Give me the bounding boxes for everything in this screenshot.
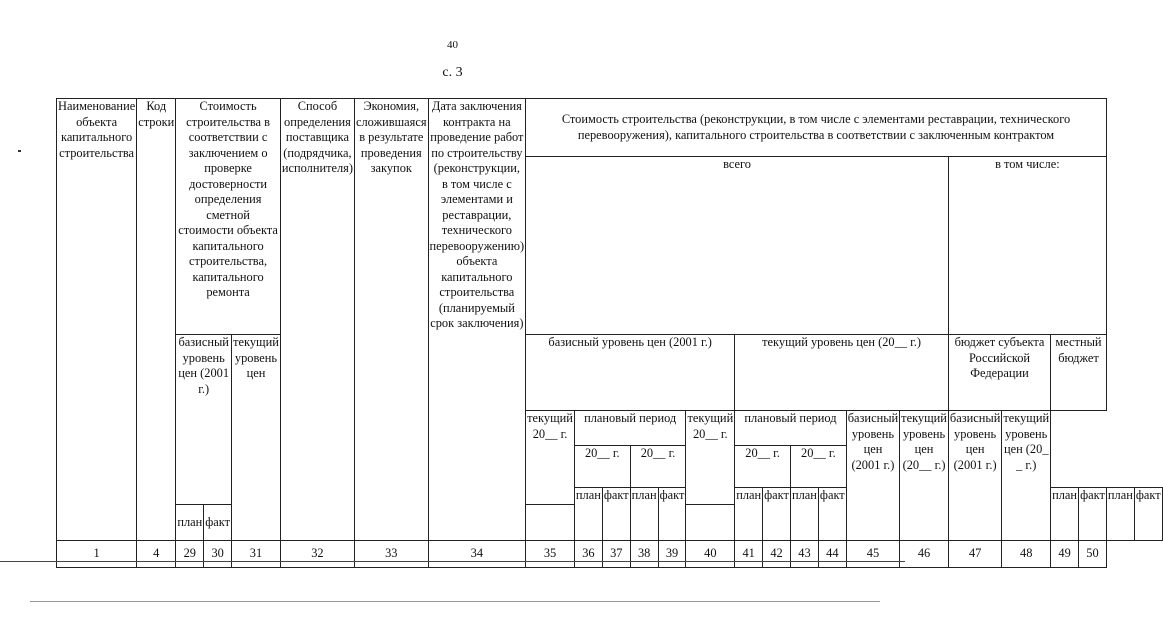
header-row-code: Код строки (137, 99, 176, 541)
header-planned-period-a: плановый период (574, 411, 686, 446)
header-current-level-20: текущий уровень цен (20__ г.) (735, 335, 949, 411)
header-plan: план (735, 488, 763, 541)
header-cost-current-level: текущий уровень цен (232, 335, 281, 541)
column-number: 48 (1002, 541, 1051, 568)
header-year-b2: 20__ г. (790, 446, 846, 488)
column-number: 46 (900, 541, 949, 568)
scan-speck (18, 150, 21, 152)
header-cost-base-level: базисный уровень цен (2001 г.) (176, 335, 232, 505)
column-number: 33 (355, 541, 429, 568)
header-planned-period-b: плановый период (735, 411, 847, 446)
column-numbers-row (57, 541, 1163, 568)
scan-rule-line (0, 561, 905, 562)
header-plan: план (1106, 488, 1134, 541)
header-year-b1: 20__ г. (735, 446, 791, 488)
contract-cost-table (56, 98, 1163, 568)
header-current-20-b: текущий 20__ г. (686, 411, 735, 505)
column-number: 29 (176, 541, 204, 568)
column-number: 4 (137, 541, 176, 568)
column-number: 37 (602, 541, 630, 568)
column-number: 44 (818, 541, 846, 568)
header-fact: факт (1134, 488, 1162, 541)
header-year-a2: 20__ г. (630, 446, 686, 488)
header-contract-date: Дата заключения контракта на проведение работ по строительству (реконструкции, в том числе с элементами и реставрации, технического перевооружению) объекта капитального строительства (планируемый срок заключения) (428, 99, 526, 541)
column-number: 47 (948, 541, 1001, 568)
header-plan: план (630, 488, 658, 541)
header-plan: план (176, 505, 204, 541)
header-regional-base-2001: базисный уровень цен (2001 г.) (846, 411, 899, 541)
column-number: 49 (1051, 541, 1079, 568)
header-year-a1: 20__ г. (574, 446, 630, 488)
header-fact: факт (1079, 488, 1107, 541)
header-fact: факт (204, 505, 232, 541)
column-number: 45 (846, 541, 899, 568)
header-plan: план (1051, 488, 1079, 541)
column-number: 39 (658, 541, 686, 568)
column-number: 36 (574, 541, 602, 568)
page-number: 40 (447, 39, 458, 51)
sheet-label: с. 3 (442, 65, 463, 80)
header-current-20-a: текущий 20__ г. (526, 411, 575, 505)
header-total: всего (526, 157, 949, 335)
column-number: 1 (57, 541, 137, 568)
header-plan: план (574, 488, 602, 541)
header-fact: факт (602, 488, 630, 541)
column-number: 43 (790, 541, 818, 568)
header-fact: факт (658, 488, 686, 541)
column-number: 38 (630, 541, 658, 568)
header-local-base-2001: базисный уровень цен (2001 г.) (948, 411, 1001, 541)
header-cost-by-expertise: Стоимость строительства в соответствии с заключением о проверке достоверности определения сметной стоимости объекта капитального строительства, капитального ремонта (176, 99, 281, 335)
header-savings: Экономия, сложившаяся в результате проведения закупок (355, 99, 429, 541)
column-number: 34 (428, 541, 526, 568)
header-plan: план (790, 488, 818, 541)
column-number: 31 (232, 541, 281, 568)
header-fact: факт (818, 488, 846, 541)
scan-rule-line (30, 601, 880, 602)
header-including: в том числе: (948, 157, 1106, 335)
header-local-budget: местный бюджет (1051, 335, 1107, 411)
column-number: 32 (280, 541, 354, 568)
header-regional-budget: бюджет субъекта Российской Федерации (948, 335, 1050, 411)
column-number: 50 (1079, 541, 1107, 568)
header-contract-cost: Стоимость строительства (реконструкции, в том числе с элементами реставрации, технического перевооружения), капитального строительства в соответствии с заключенным контрактом (526, 99, 1107, 157)
header-base-level-2001: базисный уровень цен (2001 г.) (526, 335, 735, 411)
column-number: 30 (204, 541, 232, 568)
column-number: 40 (686, 541, 735, 568)
column-number: 35 (526, 541, 575, 568)
header-fact: факт (763, 488, 791, 541)
column-number: 42 (763, 541, 791, 568)
header-regional-current-20: текущий уровень цен (20__ г.) (900, 411, 949, 541)
header-object-name: Наименование объекта капитального строительства (57, 99, 137, 541)
header-local-current-20: текущий уровень цен (20_ _ г.) (1002, 411, 1051, 541)
column-number: 41 (735, 541, 763, 568)
header-supplier-method: Способ определения поставщика (подрядчика, исполнителя) (280, 99, 354, 541)
